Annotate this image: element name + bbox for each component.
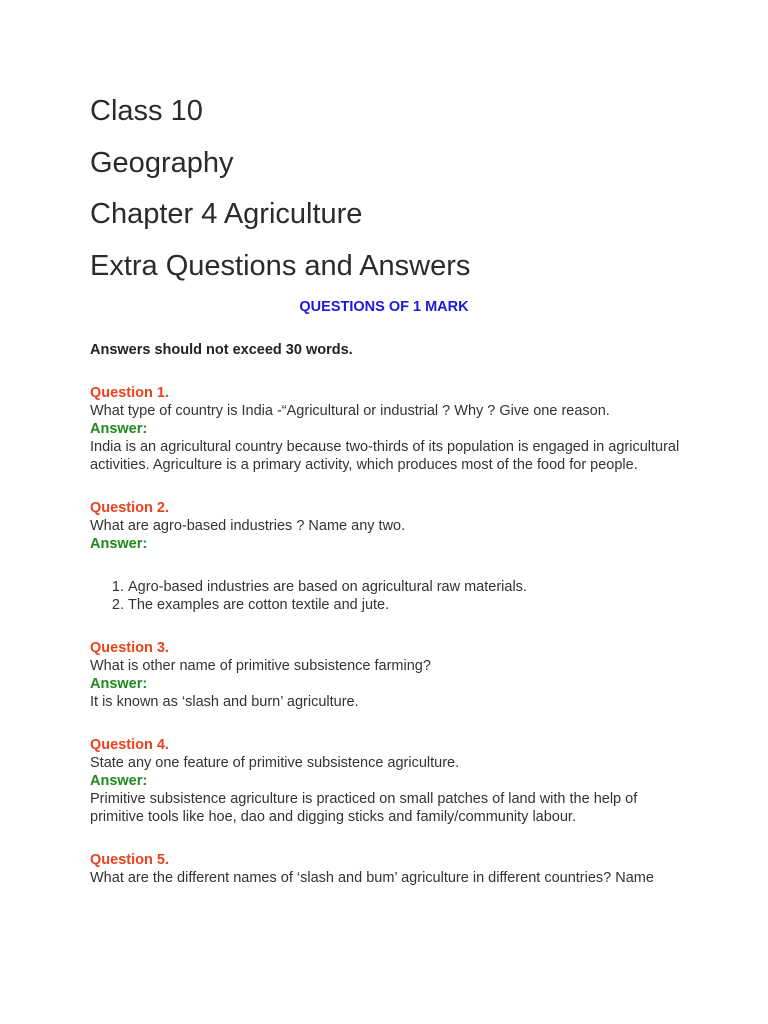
title-chapter: Chapter 4 Agriculture [90, 198, 363, 230]
list-item: 1. Agro-based industries are based on agricultural raw materials. [128, 578, 690, 596]
section-heading: QUESTIONS OF 1 MARK [299, 299, 469, 315]
question-text: What type of country is India -“Agricultural or industrial ? Why ? Give one reason. [90, 403, 610, 419]
document-page [90, 92, 690, 887]
list-item: 2. The examples are cotton textile and jute. [128, 596, 690, 614]
question-label: Question 1. [90, 385, 169, 401]
question-text: State any one feature of primitive subsistence agriculture. [90, 755, 460, 771]
answer-label: Answer: [90, 536, 148, 552]
question-label: Question 5. [90, 852, 169, 868]
answer-label: Answer: [90, 773, 148, 789]
title-extra-questions: Extra Questions and Answers [90, 249, 471, 282]
title-subject: Geography [90, 146, 234, 179]
question-block-2 [90, 499, 690, 614]
question-label: Question 2. [90, 500, 169, 516]
answer-label: Answer: [90, 676, 148, 692]
question-block-5 [90, 851, 690, 887]
answer-text: India is an agricultural country because two-thirds of its population is engaged in agricultural activities. Agriculture is a primary activity, which produces most of the food for people. [90, 439, 680, 473]
title-class: Class 10 [90, 95, 203, 127]
question-label: Question 3. [90, 640, 169, 656]
question-block-3 [90, 639, 690, 711]
answer-text: Primitive subsistence agriculture is practiced on small patches of land with the help of primitive tools like hoe, dao and digging sticks and family/community labour. [90, 791, 638, 825]
question-block-1 [90, 384, 690, 474]
answer-list [90, 578, 690, 614]
question-text: What is other name of primitive subsistence farming? [90, 658, 431, 674]
question-block-4 [90, 736, 690, 826]
question-text: What are agro-based industries ? Name any two. [90, 518, 406, 534]
answer-text: It is known as ‘slash and burn’ agriculture. [90, 694, 359, 710]
answer-label: Answer: [90, 421, 148, 437]
question-label: Question 4. [90, 737, 169, 753]
question-text: What are the different names of ‘slash and bum’ agriculture in different countries? Name [90, 870, 654, 886]
instruction-text: Answers should not exceed 30 words. [90, 342, 353, 358]
